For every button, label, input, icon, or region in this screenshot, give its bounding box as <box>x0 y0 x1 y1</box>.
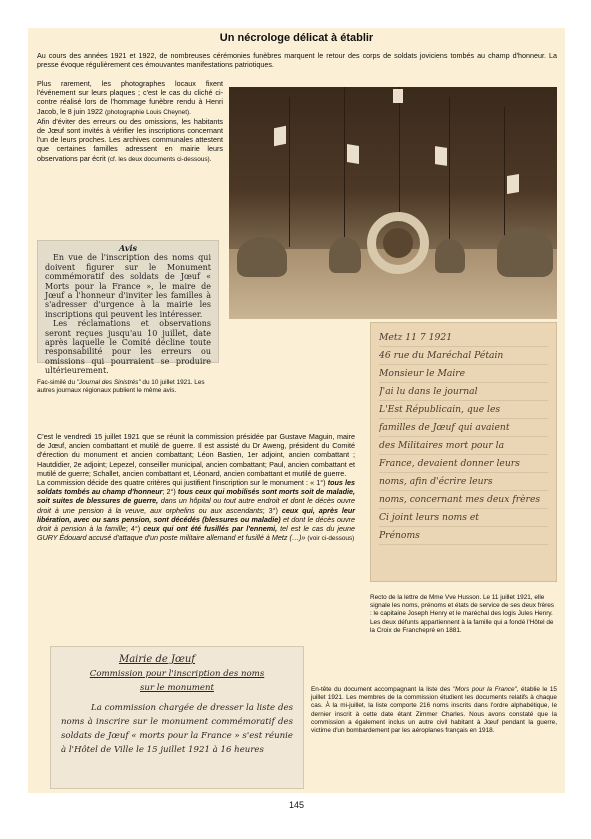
newspaper-notice <box>37 240 219 376</box>
letter-line: Ci joint leurs noms et <box>379 509 548 527</box>
commission-paragraph-2: La commission décide des quatre critères qui justifient l'inscription sur le monument : « 1°) tous les soldats tombés au champ d'honneur; 2°) tous ceux qui mobilisés sont morts soit de maladie, soit suites de blessures de guerre, dans un hôpital ou tout autre endroit et dont le décès ouvre droit à une pension à la veuve, aux orphelins ou aux ascendants; 3°) ceux qui, après leur libération, avec ou sans pension, sont décédés (blessures ou maladie) et dont le décès ouvre droit à pension à la famille; 4°) ceux qui ont été fusillés par l'ennemi, tel est le cas du jeune GURY Édouard accusé d'attaque d'un poste militaire allemand et fusillé à Metz (…)» (voir ci-dessous) <box>37 478 356 543</box>
intro-text-3: Afin d'éviter des erreurs ou des omissions, les habitants de Jœuf sont invités à vérifier les inscriptions concernant l'un de leurs proches. Les archives communales attestent que certaines familles adressent en mairie leurs observations par écrit <box>37 116 223 163</box>
letter-line: noms, afin d'écrire leurs <box>379 473 548 491</box>
page <box>28 28 565 810</box>
commission-document <box>50 646 304 789</box>
intro-text-2: Plus rarement, les photographes locaux fixent l'événement sur leurs plaques ; c'est le cas du cliché ci-contre réalisé lors de l'hommage funèbre rendu à Henri Jacob, le 8 juin 1922 <box>37 79 223 116</box>
letter-line: Metz 11 7 1921 <box>379 329 548 347</box>
commission-text <box>37 432 355 543</box>
letter-line: noms, concernant mes deux frères <box>379 491 548 509</box>
letter-line: familles de Jœuf qui avaient <box>379 419 548 437</box>
handwritten-letter <box>370 322 557 582</box>
letter-line: 46 rue du Maréchal Pétain <box>379 347 548 365</box>
notice-text-1: En vue de l'inscription des noms qui doivent figurer sur le Monument commémoratif des soldats de Jœuf « Morts pour la France », le maire de Jœuf a l'honneur d'inviter les familles à s'adresser d'urgence à la mairie les inscriptions qui peuvent les intéresser. <box>45 253 211 319</box>
funeral-photo <box>229 87 557 319</box>
commission-paragraph-1: C'est le vendredi 15 juillet 1921 que se réunit la commission présidée par Gustave Maguin, maire de Jœuf, ancien combattant et mutilé de guerre. Il est assisté du Dr Aweng, président du Comité d'érection du monument et ancien combattant; Léon Bastien, 1er adjoint, ancien combattant ; Hautdidier, 2e adjoint; Lepezel, conseiller municipal, ancien combattant; Paul, ancien combattant et mutilé de guerre; Schallet, ancien combattant et, Léonard, ancien combattant et mutilé de guerre. <box>37 432 355 478</box>
notice-heading: Avis <box>118 243 138 253</box>
letter-line: Prénoms <box>379 527 548 545</box>
intro-column <box>37 79 223 164</box>
letter-line: L'Est Républicain, que les <box>379 401 548 419</box>
page-number: 145 <box>288 800 305 810</box>
notice-text-2: Les réclamations et observations seront reçues jusqu'au 10 juillet, date après laquelle le Comité décline toute responsabilité pour les erreurs ou omissions qui pourraient se produire ultérieurement. <box>45 319 211 376</box>
photo-credit: (photographie Louis Cheynet). <box>104 108 191 116</box>
document-subheading: Commission pour l'inscription des noms <box>89 669 265 679</box>
letter-line: des Militaires mort pour la <box>379 437 548 455</box>
page-title: Un nécrologe délicat à établir <box>219 32 374 44</box>
document-caption: En-tête du document accompagnant la liste des "Mors pour la France", établie le 15 juillet 1921. Les membres de la commission étudient les documents relatifs à chaque cas. À la mi-juillet, la liste comporte 216 noms inscrits dans l'ordre alphabétique, le dernier inscrit à cette date étant Zimmer Charles. Nous avons constaté que la commission a également inclus un autre civil habitant à Jœuf pendant la guerre, victime d'un bombardement par les aéroplanes français en 1918. <box>311 686 557 735</box>
letter-caption: Recto de la lettre de Mme Vve Husson. Le 11 juillet 1921, elle signale les noms, prénoms et états de service de ses deux frères : le capitaine Joseph Henry et le maréchal des logis Jules Henry. Les deux défunts appartiennent à la famille qui a fondé l'Hôtel de la Croix de Franchepré en 1881. <box>370 594 554 634</box>
intro-reference: (cf. les deux documents ci-dessous). <box>107 155 212 163</box>
intro-paragraph <box>37 51 557 69</box>
letter-line: France, devaient donner leurs <box>379 455 548 473</box>
document-heading: Mairie de Jœuf <box>118 654 195 665</box>
document-subheading: sur le monument <box>140 683 214 693</box>
letter-line: Monsieur le Maire <box>379 365 548 383</box>
document-body: La commission chargée de dresser la liste des noms à inscrire sur le monument commémoratif des soldats de Jœuf « morts pour la France » s'est réunie à l'Hôtel de Ville le 15 juillet 1921 à 16 heures <box>61 703 293 755</box>
intro-text-1: Au cours des années 1921 et 1922, de nombreuses cérémonies funèbres marquent le retour des corps de soldats joviciens tombés au champ d'honneur. La presse évoque régulièrement ces émouvantes manifestations patriotiques. <box>37 51 557 70</box>
notice-caption: Fac-similé du "Journal des Sinistrés" du 10 juillet 1921. Les autres journaux régionaux publient le même avis. <box>37 379 205 395</box>
letter-line: J'ai lu dans le journal <box>379 383 548 401</box>
